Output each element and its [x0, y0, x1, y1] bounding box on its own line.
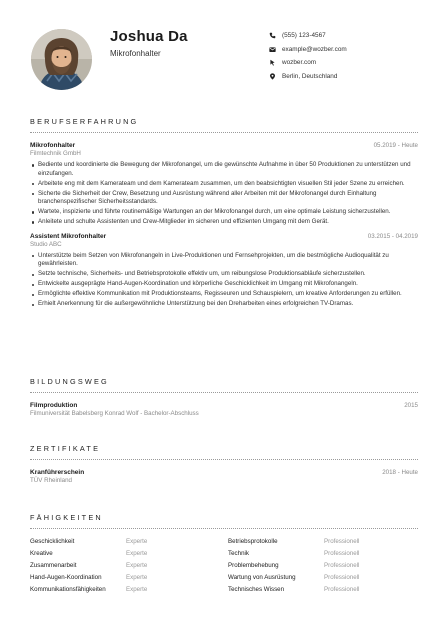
avatar: [31, 29, 92, 90]
skill-name: Kommunikationsfähigkeiten: [30, 585, 106, 593]
contact-location-text: Berlin, Deutschland: [282, 72, 338, 80]
bullet-item: Erhielt Anerkennung für die außergewöhnliche Unterstützung bei den Dreharbeiten eines erfolgreichen TV-Dramas.: [30, 300, 418, 309]
skill-level: Professionell: [324, 573, 360, 581]
certificates-title: ZERTIFIKATE: [30, 444, 418, 460]
contact-phone-text: (555) 123-4567: [282, 32, 326, 40]
skill-level: Professionell: [324, 538, 360, 545]
job-item: [30, 233, 418, 309]
bullet-item: Anleitete und schulte Assistenten und Crew-Mitglieder im sicheren und effizienten Umgang mit dem Gerät.: [30, 218, 418, 227]
contact-list: [268, 29, 438, 83]
bullet-item: Setzte technische, Sicherheits- und Betriebsprotokolle effektiv um, um reibungslose Produktionsabläufe sicherzustellen.: [30, 270, 418, 279]
certificates-section: [30, 444, 418, 484]
phone-icon: [268, 31, 277, 40]
skill-name: Geschicklichkeit: [30, 538, 75, 545]
bullet-item: Entwickelte ausgeprägte Hand-Augen-Koordination und körperliche Geschicklichkeit im Umgang mit Mikrofonangeln.: [30, 280, 418, 289]
bullet-item: Arbeitete eng mit dem Kamerateam und dem Kamerateam zusammen, um den beabsichtigten visuellen Stil jeder Szene zu erreichen.: [30, 180, 418, 189]
candidate-name: Joshua Da: [110, 28, 188, 45]
skill-level: Professionell: [324, 561, 360, 569]
experience-section: [30, 117, 418, 310]
education-school: Filmuniversität Babelsberg Konrad Wolf - Bachelor-Abschluss: [30, 410, 199, 417]
education-title: BILDUNGSWEG: [30, 377, 418, 393]
certificate-name: Kranführerschein: [30, 469, 85, 476]
certificate-item: [30, 469, 418, 484]
bullet-item: Bediente und koordinierte die Bewegung der Mikrofonangel, um die gewünschte Aufnahme in über 50 Produktionen zu unterstützen und einzufangen.: [30, 161, 418, 178]
link-icon: [268, 58, 277, 67]
job-date: 03.2015 - 04.2019: [367, 232, 418, 240]
skill-name: Zusammenarbeit: [30, 561, 77, 569]
job-date: 05.2019 - Heute: [373, 142, 418, 149]
contact-website: [268, 56, 438, 70]
skill-level: Experte: [126, 538, 148, 545]
contact-location: [268, 70, 438, 84]
job-bullets: [30, 161, 418, 227]
portrait-image: [31, 29, 92, 90]
location-pin-icon: [268, 72, 277, 81]
skill-name: Betriebsprotokolle: [228, 538, 278, 545]
bullet-item: Ermöglichte effektive Kommunikation mit Produktionsteams, Regisseuren und Schauspielern, um kreative Anforderungen zu erfüllen.: [30, 290, 418, 299]
skill-level: Professionell: [324, 549, 360, 557]
contact-email: [268, 43, 438, 57]
job-company: Filmtechnik GmbH: [30, 150, 81, 157]
certificate-issuer: TÜV Rheinland: [30, 477, 72, 484]
skill-name: Kreative: [30, 549, 53, 557]
education-degree: Filmproduktion: [30, 402, 78, 409]
skills-title: FÄHIGKEITEN: [30, 513, 418, 529]
skill-level: Experte: [126, 561, 148, 569]
skill-name: Problembehebung: [228, 561, 279, 569]
skill-level: Professionell: [324, 585, 360, 593]
job-title: Mikrofonhalter: [30, 142, 76, 149]
skill-name: Technik: [228, 549, 249, 557]
contact-phone: [268, 29, 438, 43]
contact-website-text[interactable]: wozber.com: [282, 59, 317, 67]
skill-name: Wartung von Ausrüstung: [228, 573, 296, 581]
skill-level: Experte: [126, 549, 148, 557]
job-title: Assistent Mikrofonhalter: [30, 232, 107, 240]
skills-section: [30, 513, 418, 593]
contact-email-text[interactable]: example@wozber.com: [282, 45, 347, 53]
experience-title: BERUFSERFAHRUNG: [30, 117, 418, 133]
skills-grid: [30, 538, 418, 593]
bullet-item: Unterstützte beim Setzen von Mikrofonangeln in Live-Produktionen und Fernsehprojekten, um die bestmögliche Audioqualität zu gewährleisten.: [30, 252, 418, 269]
education-date: 2015: [404, 402, 418, 409]
job-company: Studio ABC: [30, 240, 62, 248]
bullet-item: Sicherte die Sicherheit der Crew, Besetzung und Ausrüstung während aller Arbeiten mit der Mikrofonangel durch Einhaltung branchenspezifischer Sicherheitsstandards.: [30, 190, 418, 207]
skill-name: Technisches Wissen: [228, 585, 285, 593]
education-section: [30, 377, 418, 417]
skill-level: Experte: [126, 585, 148, 593]
skill-name: Hand-Augen-Koordination: [30, 573, 102, 581]
candidate-role: Mikrofonhalter: [110, 49, 161, 58]
mail-icon: [268, 45, 277, 54]
education-item: [30, 402, 418, 417]
bullet-item: Wartete, inspizierte und führte routinemäßige Wartungen an der Mikrofonangel durch, um eine optimale Leistung sicherzustellen.: [30, 208, 418, 217]
certificate-date: 2018 - Heute: [382, 469, 418, 476]
skill-level: Experte: [126, 573, 148, 581]
job-item: [30, 142, 418, 227]
job-bullets: [30, 252, 418, 309]
